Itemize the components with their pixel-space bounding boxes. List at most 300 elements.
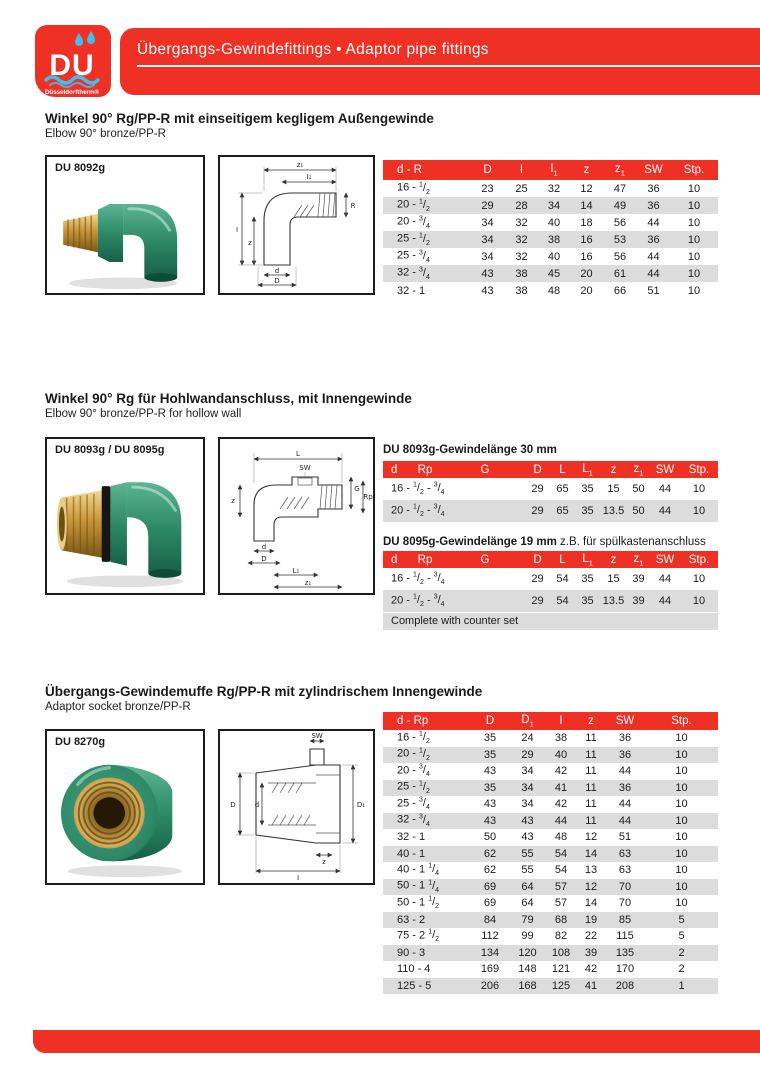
value-cell: 10 <box>675 781 688 794</box>
table-row <box>383 796 718 813</box>
table-row <box>383 214 718 231</box>
value-cell: 99 <box>521 930 534 943</box>
value-cell: 134 <box>480 946 500 959</box>
value-cell: 5 <box>678 930 685 943</box>
value-cell: 42 <box>584 963 598 976</box>
value-cell: 112 <box>481 930 499 943</box>
value-cell: 23 <box>481 182 494 195</box>
value-cell: 1 <box>678 979 685 992</box>
value-cell: 115 <box>616 930 634 943</box>
value-cell: 10 <box>675 732 688 745</box>
value-cell: 84 <box>483 913 497 926</box>
value-cell: 11 <box>585 748 597 761</box>
footer-bar <box>33 1030 760 1053</box>
value-cell: 13.5 <box>602 505 625 517</box>
value-cell: 64 <box>521 897 534 910</box>
value-cell: 15 <box>607 483 620 495</box>
value-cell: 10 <box>692 483 706 495</box>
value-cell: 36 <box>618 732 632 745</box>
dim-label: G <box>354 485 360 493</box>
value-cell: 63 <box>618 864 632 877</box>
header-underline <box>137 65 760 67</box>
value-cell: 29 <box>531 505 544 517</box>
table-row <box>383 928 718 945</box>
table-row <box>383 265 718 282</box>
value-cell: 70 <box>618 880 632 893</box>
value-cell: 36 <box>647 233 660 246</box>
column-header: Stp. <box>680 461 718 478</box>
value-cell: 10 <box>687 267 701 280</box>
column-header: Stp. <box>670 160 718 180</box>
column-header: z <box>570 160 603 180</box>
dim-label: L₁ <box>292 567 300 575</box>
dim-label: D <box>230 801 236 809</box>
value-cell: 34 <box>481 216 494 229</box>
value-cell: 36 <box>618 781 632 794</box>
value-cell: 40 <box>547 250 561 263</box>
value-cell: 206 <box>480 979 500 992</box>
value-cell: 10 <box>687 250 701 263</box>
column-header: Rp <box>405 551 445 568</box>
column-header: L <box>550 551 575 568</box>
dim-label: D₁ <box>356 801 366 809</box>
value-cell: 12 <box>584 831 598 844</box>
value-cell: 62 <box>483 847 497 860</box>
column-header: SW <box>650 551 680 568</box>
value-cell: 69 <box>483 880 497 893</box>
value-cell: 34 <box>521 765 534 778</box>
dim-label: z <box>248 239 252 247</box>
dimensions-table-du8095g <box>383 551 718 612</box>
value-cell: 11 <box>585 798 597 811</box>
column-header: L <box>550 461 575 478</box>
value-cell: 64 <box>521 880 534 893</box>
column-header: D <box>525 551 550 568</box>
value-cell: 56 <box>613 250 627 263</box>
dim-label: D <box>261 555 267 563</box>
value-cell: 35 <box>581 595 594 607</box>
table-row <box>383 895 718 912</box>
size-cell: $32 - ^3/_4$ <box>397 266 430 281</box>
column-header: $L_1$ <box>575 461 600 478</box>
value-cell: 38 <box>515 284 528 297</box>
value-cell: 49 <box>613 199 627 212</box>
value-cell: 45 <box>547 267 561 280</box>
table-row <box>383 568 718 590</box>
technical-drawing-elbow-male <box>220 157 373 293</box>
value-cell: 2 <box>678 946 685 959</box>
value-cell: 44 <box>618 814 632 827</box>
dim-label: I₁ <box>306 173 312 181</box>
dim-label: z₁ <box>304 579 312 587</box>
column-header: d - Rp <box>383 712 470 730</box>
value-cell: 208 <box>615 979 635 992</box>
column-header: D <box>470 712 510 730</box>
value-cell: 10 <box>675 897 688 910</box>
value-cell: 14 <box>580 199 593 212</box>
value-cell: 10 <box>675 880 688 893</box>
column-header: z <box>577 712 605 730</box>
value-cell: 42 <box>554 798 568 811</box>
value-cell: 14 <box>584 897 598 910</box>
value-cell: 24 <box>521 732 534 745</box>
value-cell: 34 <box>521 798 534 811</box>
value-cell: 40 <box>554 748 568 761</box>
value-cell: 170 <box>615 963 635 976</box>
value-cell: 38 <box>554 732 568 745</box>
size-cell: 125 - 5 <box>397 979 432 992</box>
value-cell: 54 <box>556 573 569 585</box>
value-cell: 43 <box>483 814 497 827</box>
dim-label: D <box>274 277 280 285</box>
value-cell: 61 <box>613 267 627 280</box>
value-cell: 66 <box>613 284 627 297</box>
product-label: DU 8092g <box>55 162 106 174</box>
size-cell: $20 - ^1/_2$ <box>397 747 430 763</box>
table-row <box>383 500 718 522</box>
table-row <box>383 912 718 929</box>
column-header: $I_1$ <box>538 160 570 180</box>
value-cell: 169 <box>480 963 500 976</box>
value-cell: 10 <box>692 505 706 517</box>
caption-bold: DU 8095g-Gewindelänge 19 mm <box>383 536 557 548</box>
value-cell: 18 <box>580 216 593 229</box>
column-header: G <box>445 551 525 568</box>
value-cell: 2 <box>678 963 685 976</box>
value-cell: 51 <box>647 284 660 297</box>
dim-label: z <box>322 858 326 866</box>
section-title-du8270g: Übergangs-Gewindemuffe Rg/PP-R mit zylindrischem Innengewinde <box>45 684 483 699</box>
table-row <box>383 231 718 248</box>
dimensions-table-du8093g <box>383 461 718 522</box>
value-cell: 11 <box>585 781 597 794</box>
dimensions-table-du8270g <box>383 712 718 994</box>
size-cell: $25 - ^3/_4$ <box>397 796 430 812</box>
value-cell: 53 <box>613 233 627 246</box>
size-cell: $16 - ^1/_2$ <box>397 181 430 196</box>
section-title-du8093g: Winkel 90° Rg für Hohlwandanschluss, mit Innengewinde <box>45 391 412 406</box>
brand-subtext: Düsseldorftherm® <box>44 89 100 96</box>
value-cell: 11 <box>585 814 597 827</box>
section-title-du8092g: Winkel 90° Rg/PP-R mit einseitigem kegligem Außengewinde <box>45 111 434 126</box>
column-header: z <box>600 551 627 568</box>
value-cell: 13 <box>584 864 598 877</box>
value-cell: 56 <box>613 216 627 229</box>
value-cell: 135 <box>615 946 635 959</box>
value-cell: 12 <box>584 880 598 893</box>
value-cell: 39 <box>632 573 645 585</box>
value-cell: 55 <box>521 864 534 877</box>
size-cell: $25 - ^1/_2$ <box>397 232 430 247</box>
value-cell: 10 <box>687 199 701 212</box>
size-cell: $25 - ^3/_4$ <box>397 249 430 264</box>
value-cell: 5 <box>678 913 685 926</box>
value-cell: 39 <box>632 595 645 607</box>
column-header: SW <box>650 461 680 478</box>
dim-label: d <box>274 267 280 275</box>
value-cell: 57 <box>554 880 568 893</box>
value-cell: 43 <box>481 267 494 280</box>
value-cell: 79 <box>521 913 534 926</box>
value-cell: 44 <box>647 267 660 280</box>
value-cell: 54 <box>554 847 568 860</box>
value-cell: 44 <box>618 765 632 778</box>
dim-label: I <box>235 226 239 234</box>
value-cell: 29 <box>481 199 494 212</box>
value-cell: 11 <box>585 732 597 745</box>
size-cell: 32 - 1 <box>397 284 426 297</box>
dim-label: I <box>296 874 300 882</box>
value-cell: 10 <box>675 765 688 778</box>
table-row <box>383 879 718 896</box>
value-cell: 11 <box>585 765 597 778</box>
size-cell: 50 - 1 $^1/_4$ <box>397 879 440 895</box>
product-photo-adaptor-socket <box>47 749 203 881</box>
value-cell: 16 <box>580 250 593 263</box>
value-cell: 29 <box>531 483 544 495</box>
column-header: Stp. <box>680 551 718 568</box>
brand-text: DU <box>49 49 95 82</box>
dim-label: SW <box>299 464 311 472</box>
page-header-bar <box>120 28 760 95</box>
value-cell: 36 <box>647 199 660 212</box>
value-cell: 10 <box>675 864 688 877</box>
dim-label: z <box>231 497 235 505</box>
table-row <box>383 282 718 299</box>
size-cell: $16 - ^1/_2$ <box>397 730 430 746</box>
value-cell: 36 <box>618 748 632 761</box>
table-row <box>383 180 718 197</box>
value-cell: 32 <box>515 233 528 246</box>
value-cell: 10 <box>675 748 688 761</box>
value-cell: 10 <box>675 831 688 844</box>
value-cell: 10 <box>692 595 706 607</box>
value-cell: 44 <box>658 595 672 607</box>
water-drop-icon <box>87 31 95 44</box>
value-cell: 34 <box>547 199 561 212</box>
value-cell: 44 <box>554 814 568 827</box>
column-header: d <box>383 461 405 478</box>
size-cell: $20 - ^1/_2$ <box>397 198 430 213</box>
column-header: d <box>383 551 405 568</box>
value-cell: 32 <box>515 250 528 263</box>
size-cell: 90 - 3 <box>397 946 426 959</box>
product-photo-elbow-female-thread <box>47 457 203 591</box>
caption-normal: z.B. für spülkastenanschluss <box>556 536 706 548</box>
column-header: $z_1$ <box>627 461 650 478</box>
size-cell: $20 - ^3/_4$ <box>397 763 430 779</box>
product-photo-box-du8270g <box>45 729 205 885</box>
value-cell: 10 <box>675 847 688 860</box>
value-cell: 120 <box>518 946 537 959</box>
table-row <box>383 829 718 846</box>
value-cell: 10 <box>687 284 701 297</box>
size-cell: 40 - 1 <box>397 847 426 860</box>
value-cell: 35 <box>483 781 497 794</box>
value-cell: 65 <box>556 505 569 517</box>
value-cell: 70 <box>618 897 632 910</box>
section-subtitle-du8270g: Adaptor socket bronze/PP-R <box>45 701 191 713</box>
brand-logo <box>35 25 111 97</box>
column-header: D <box>525 461 550 478</box>
value-cell: 125 <box>551 979 571 992</box>
value-cell: 43 <box>521 814 534 827</box>
dim-label: Rp <box>363 493 373 501</box>
column-header: $z_1$ <box>603 160 637 180</box>
value-cell: 10 <box>687 182 701 195</box>
value-cell: 35 <box>483 732 497 745</box>
table-row <box>383 763 718 780</box>
product-photo-box-du8093g <box>45 437 205 595</box>
table-row <box>383 846 718 863</box>
column-header: Rp <box>405 461 445 478</box>
size-cell: $20 - ^1/_2 - ^3/_4$ <box>391 593 445 609</box>
column-header: Stp. <box>645 712 718 730</box>
value-cell: 28 <box>515 199 528 212</box>
value-cell: 57 <box>554 897 568 910</box>
value-cell: 29 <box>521 748 534 761</box>
value-cell: 38 <box>547 233 561 246</box>
value-cell: 82 <box>554 930 568 943</box>
size-cell: $20 - ^1/_2 - ^3/_4$ <box>391 503 445 519</box>
value-cell: 35 <box>581 505 594 517</box>
value-cell: 44 <box>647 216 660 229</box>
technical-drawing-box-du8270g <box>218 729 375 885</box>
column-header: G <box>445 461 525 478</box>
section-subtitle-du8092g: Elbow 90° bronze/PP-R <box>45 128 166 140</box>
column-header: D <box>470 160 505 180</box>
value-cell: 29 <box>531 595 544 607</box>
column-header: I <box>545 712 577 730</box>
column-header: $z_1$ <box>627 551 650 568</box>
value-cell: 34 <box>521 781 534 794</box>
technical-drawing-box-du8093g <box>218 437 375 595</box>
product-label: DU 8270g <box>55 736 106 748</box>
value-cell: 35 <box>483 748 497 761</box>
value-cell: 20 <box>580 267 593 280</box>
size-cell: $20 - ^3/_4$ <box>397 215 430 230</box>
page-title: Übergangs-Gewindefittings • Adaptor pipe fittings <box>137 41 489 58</box>
technical-drawing-socket <box>220 731 373 883</box>
column-header: SW <box>605 712 645 730</box>
value-cell: 54 <box>556 595 569 607</box>
dim-label: SW <box>311 732 323 740</box>
value-cell: 36 <box>647 182 660 195</box>
table-row <box>383 590 718 612</box>
dim-label: L <box>296 450 300 458</box>
value-cell: 32 <box>515 216 528 229</box>
value-cell: 39 <box>584 946 598 959</box>
value-cell: 19 <box>584 913 598 926</box>
value-cell: 34 <box>481 233 494 246</box>
size-cell: 63 - 2 <box>397 913 426 926</box>
column-header: $D_1$ <box>510 712 545 730</box>
column-header: I <box>505 160 538 180</box>
value-cell: 68 <box>554 913 568 926</box>
dim-label: z₁ <box>296 161 304 169</box>
column-header: d - R <box>383 160 470 180</box>
value-cell: 50 <box>632 483 645 495</box>
table-row <box>383 730 718 747</box>
caption-bold: DU 8093g-Gewindelänge 30 mm <box>383 444 557 456</box>
value-cell: 35 <box>581 483 594 495</box>
size-cell: 32 - 1 <box>397 831 426 844</box>
subtable-caption-du8095g <box>383 536 706 548</box>
value-cell: 32 <box>547 182 561 195</box>
technical-drawing-box-du8092g <box>218 155 375 295</box>
brand-logo-art <box>35 25 111 97</box>
value-cell: 16 <box>580 233 593 246</box>
value-cell: 25 <box>515 182 528 195</box>
value-cell: 50 <box>483 831 497 844</box>
table-row <box>383 747 718 764</box>
size-cell: $16 - ^1/_2 - ^3/_4$ <box>391 571 445 587</box>
size-cell: $32 - ^3/_4$ <box>397 813 430 829</box>
value-cell: 148 <box>518 963 537 976</box>
value-cell: 10 <box>692 573 706 585</box>
value-cell: 43 <box>483 798 497 811</box>
product-label: DU 8093g / DU 8095g <box>55 444 165 456</box>
value-cell: 121 <box>551 963 571 976</box>
value-cell: 168 <box>518 979 537 992</box>
value-cell: 51 <box>618 831 632 844</box>
value-cell: 44 <box>647 250 660 263</box>
subtable-caption-du8093g <box>383 444 557 456</box>
table-row <box>383 813 718 830</box>
value-cell: 38 <box>515 267 528 280</box>
size-cell: 75 - 2 $^1/_2$ <box>397 928 440 944</box>
value-cell: 85 <box>618 913 632 926</box>
table-row <box>383 978 718 995</box>
table-row <box>383 780 718 797</box>
size-cell: $25 - ^1/_2$ <box>397 780 430 796</box>
product-photo-box-du8092g <box>45 155 205 295</box>
table-row <box>383 197 718 214</box>
technical-drawing-elbow-hollow-wall <box>220 439 373 593</box>
value-cell: 44 <box>658 505 672 517</box>
value-cell: 10 <box>675 814 688 827</box>
value-cell: 108 <box>551 946 571 959</box>
value-cell: 48 <box>554 831 568 844</box>
value-cell: 41 <box>554 781 568 794</box>
value-cell: 42 <box>554 765 568 778</box>
value-cell: 35 <box>581 573 594 585</box>
value-cell: 10 <box>675 798 688 811</box>
dimensions-table-du8092g <box>383 160 718 299</box>
value-cell: 12 <box>580 182 593 195</box>
value-cell: 55 <box>521 847 534 860</box>
product-photo-elbow-male-thread <box>47 175 203 291</box>
value-cell: 44 <box>658 483 672 495</box>
value-cell: 54 <box>554 864 568 877</box>
value-cell: 63 <box>618 847 632 860</box>
dim-label: d <box>254 801 260 809</box>
section-subtitle-du8093g: Elbow 90° bronze/PP-R for hollow wall <box>45 408 242 420</box>
dim-label: d <box>261 543 267 551</box>
value-cell: 41 <box>584 979 598 992</box>
table-row <box>383 961 718 978</box>
size-cell: 110 - 4 <box>397 963 431 976</box>
value-cell: 34 <box>481 250 494 263</box>
size-cell: 50 - 1 $^1/_2$ <box>397 895 440 911</box>
value-cell: 10 <box>687 216 701 229</box>
table-row <box>383 248 718 265</box>
column-header: $L_1$ <box>575 551 600 568</box>
value-cell: 48 <box>547 284 561 297</box>
value-cell: 13.5 <box>602 595 625 607</box>
value-cell: 44 <box>618 798 632 811</box>
column-header: z <box>600 461 627 478</box>
